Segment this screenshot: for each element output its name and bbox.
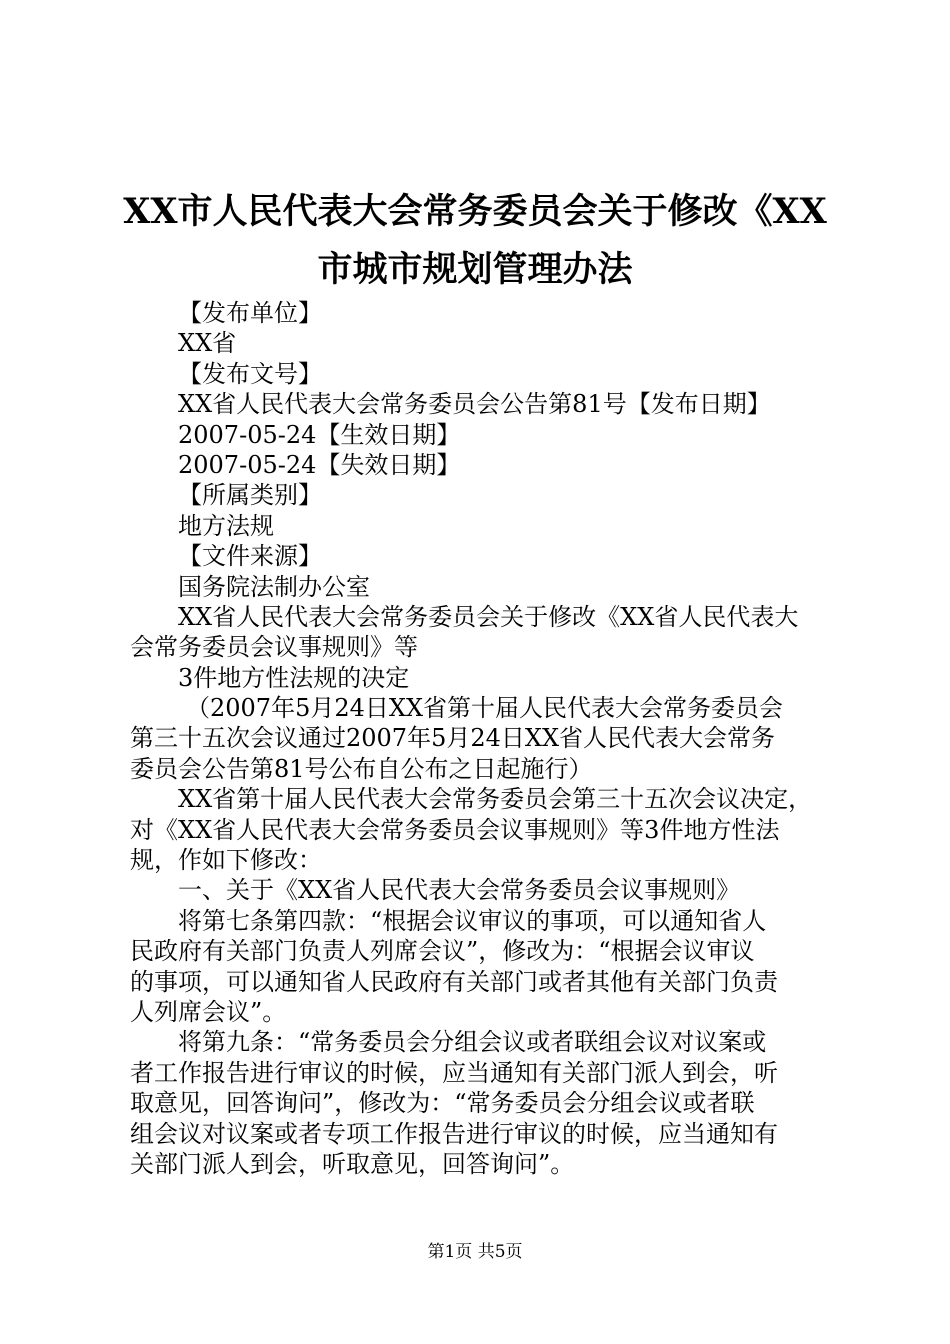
document-title-line-1: XX市人民代表大会常务委员会关于修改《XX — [123, 191, 827, 232]
category-label: 【所属类别】 — [178, 481, 322, 510]
decision-title-line: 3件地方性法规的决定 — [178, 663, 410, 692]
paragraph-line: 的事项，可以通知省人民政府有关部门或者其他有关部门负责 — [130, 967, 778, 996]
paragraph-line: 将第七条第四款：“根据会议审议的事项，可以通知省人 — [178, 906, 767, 935]
page-footer: 第1页 共5页 — [427, 1242, 523, 1262]
publisher-value: XX省 — [178, 329, 237, 358]
doc-number-value: XX省人民代表大会常务委员会公告第81号【发布日期】 — [178, 390, 771, 419]
doc-number-label: 【发布文号】 — [178, 359, 322, 388]
adoption-note-line: （2007年5月24日XX省第十届人民代表大会常务委员会 — [186, 694, 784, 723]
paragraph-line: 将第九条：“常务委员会分组会议或者联组会议对议案或 — [178, 1028, 767, 1057]
paragraph-line: 组会议对议案或者专项工作报告进行审议的时候，应当通知有 — [130, 1119, 778, 1148]
source-value: 国务院法制办公室 — [178, 572, 370, 601]
effective-date-value: 2007-05-24【失效日期】 — [178, 450, 461, 479]
paragraph-line: 取意见，回答询问”，修改为：“常务委员会分组会议或者联 — [130, 1089, 755, 1118]
paragraph-line: 者工作报告进行审议的时候，应当通知有关部门派人到会，听 — [130, 1058, 778, 1087]
paragraph-line: 关部门派人到会，听取意见，回答询问”。 — [130, 1149, 575, 1178]
publish-date-value: 2007-05-24【生效日期】 — [178, 420, 461, 449]
publisher-label: 【发布单位】 — [178, 299, 322, 327]
paragraph-line: 人列席会议”。 — [130, 997, 287, 1026]
paragraph-line: 民政府有关部门负责人列席会议”，修改为：“根据会议审议 — [130, 937, 755, 966]
decision-title-line: XX省人民代表大会常务委员会关于修改《XX省人民代表大 — [178, 602, 799, 631]
section-heading: 一、关于《XX省人民代表大会常务委员会议事规则》 — [178, 876, 741, 905]
adoption-note-line: 第三十五次会议通过2007年5月24日XX省人民代表大会常务 — [130, 724, 776, 753]
adoption-note-line: 委员会公告第81号公布自公布之日起施行） — [130, 754, 593, 783]
document-title-line-2: 市城市规划管理办法 — [317, 249, 633, 290]
paragraph-line: 规，作如下修改： — [130, 846, 322, 875]
document-body — [130, 298, 835, 1179]
paragraph-line: XX省第十届人民代表大会常务委员会第三十五次会议决定， — [178, 785, 813, 814]
paragraph-line: 对《XX省人民代表大会常务委员会议事规则》等3件地方性法 — [130, 815, 780, 844]
decision-title-line: 会常务委员会议事规则》等 — [130, 633, 418, 662]
category-value: 地方法规 — [178, 511, 274, 540]
source-label: 【文件来源】 — [178, 542, 322, 571]
